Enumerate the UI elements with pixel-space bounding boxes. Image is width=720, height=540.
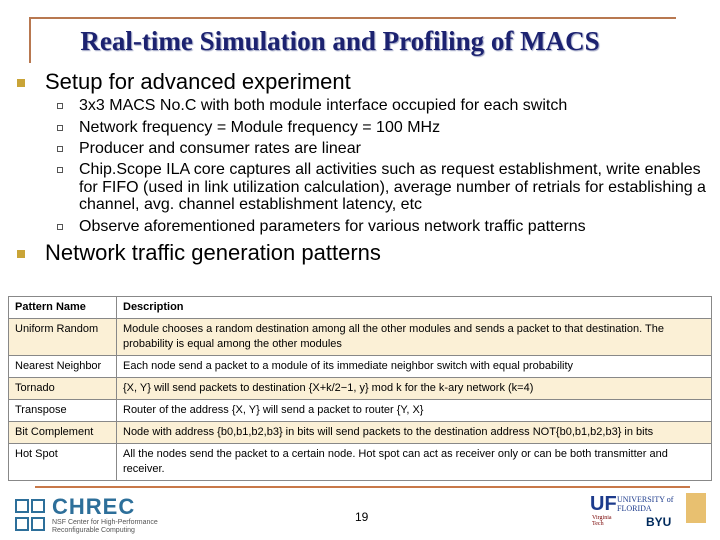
header-cell: Pattern Name (9, 297, 117, 319)
sub-bullet-text: Network frequency = Module frequency = 100 MHz (79, 119, 441, 136)
sub-bullet-icon (57, 167, 63, 173)
byu-logo: BYU (646, 515, 672, 529)
sub-bullet-icon (57, 146, 63, 152)
pattern-description: {X, Y} will send packets to destination {X+k/2−1, y} mod k for the k-ary network (k=4) (117, 378, 712, 400)
pattern-description: Router of the address {X, Y} will send a packet to router {Y, X} (117, 400, 712, 422)
pattern-name: Transpose (9, 400, 117, 422)
header-cell: Description (117, 297, 712, 319)
sub-bullet-icon (57, 125, 63, 131)
bullet-icon (17, 79, 25, 87)
pattern-description: Node with address {b0,b1,b2,b3} in bits will send packets to the destination address NOT{b0,b1,b2,b3} in bits (117, 422, 712, 444)
pattern-name: Nearest Neighbor (9, 356, 117, 378)
chrec-sub-line: Reconfigurable Computing (52, 527, 135, 534)
pattern-description: Module chooses a random destination among all the other modules and sends a packet to that destination. The probability is equal among the other modules (117, 319, 712, 356)
portrait-logo (686, 493, 706, 523)
bullet-icon (17, 250, 25, 258)
table-row (9, 444, 712, 481)
table-row (9, 356, 712, 378)
uf-logo: UF (590, 493, 617, 515)
sub-bullet-icon (57, 224, 63, 230)
traffic-patterns-table (8, 296, 712, 481)
bullet-text: Setup for advanced experiment (45, 69, 351, 94)
pattern-name: Tornado (9, 378, 117, 400)
pattern-name: Uniform Random (9, 319, 117, 356)
table-row (9, 319, 712, 356)
table-row (9, 378, 712, 400)
sub-bullet-text: 3x3 MACS No.C with both module interface occupied for each switch (79, 97, 568, 114)
sub-bullet-icon (57, 103, 63, 109)
pattern-name: Hot Spot (9, 444, 117, 481)
footer-rule (35, 486, 690, 488)
chrec-subtitle (52, 519, 158, 535)
pattern-name: Bit Complement (9, 422, 117, 444)
sub-bullet-text: Producer and consumer rates are linear (79, 140, 361, 157)
table-header-row (9, 297, 712, 319)
chrec-sub-line: NSF Center for High-Performance (52, 519, 158, 526)
bullet-text: Network traffic generation patterns (45, 240, 381, 265)
sub-bullet-text: Chip.Scope ILA core captures all activities such as request establishment, write enables for FIFO (used in link utilization calculation), average number of retrials for establishing a channel, avg. channel establishment latency, etc (79, 161, 706, 213)
chrec-logo (8, 494, 158, 536)
vt-logo: Virginia Tech (592, 515, 612, 527)
pattern-description: Each node send a packet to a module of its immediate neighbor switch with equal probability (117, 356, 712, 378)
page-number: 19 (355, 510, 369, 524)
uf-name: UNIVERSITY of FLORIDA (617, 495, 674, 513)
chrec-grid-icon (8, 494, 50, 536)
slide-title: Real-time Simulation and Profiling of MACS (80, 26, 600, 56)
table-row (9, 422, 712, 444)
pattern-description: All the nodes send the packet to a certain node. Hot spot can act as receiver only or can be both transmitter and receiver. (117, 444, 712, 481)
title-rule (30, 17, 676, 19)
table-row (9, 400, 712, 422)
chrec-name: CHREC (52, 494, 136, 519)
sub-bullet-text: Observe aforementioned parameters for various network traffic patterns (79, 218, 586, 235)
